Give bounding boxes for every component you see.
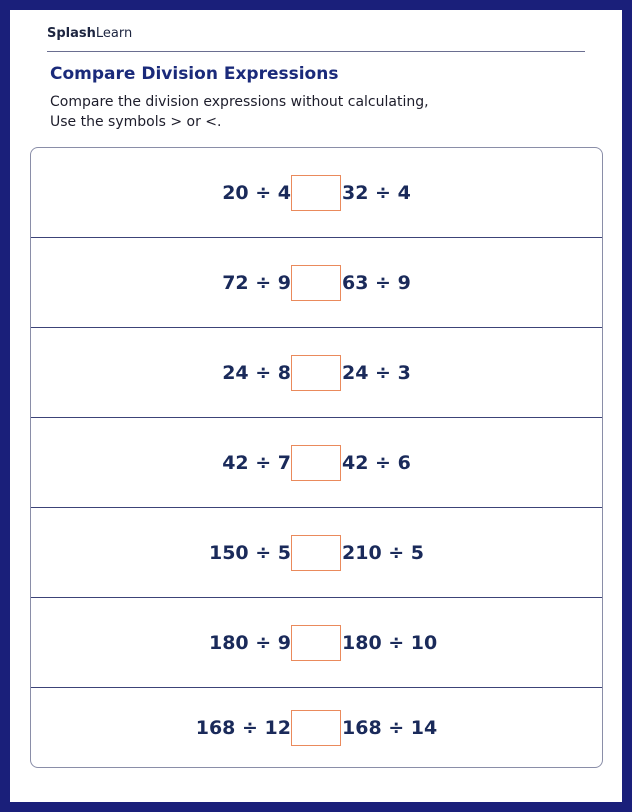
right-expression: 24 ÷ 3 [342, 362, 411, 384]
problem-row [31, 598, 602, 688]
left-expression: 72 ÷ 9 [222, 272, 291, 294]
right-expression: 42 ÷ 6 [342, 452, 411, 474]
right-expression: 210 ÷ 5 [342, 542, 425, 564]
answer-box[interactable] [291, 265, 341, 301]
answer-box[interactable] [291, 625, 341, 661]
left-expression: 42 ÷ 7 [222, 452, 291, 474]
instruction-line: Use the symbols > or <. [50, 114, 222, 130]
answer-box[interactable] [291, 445, 341, 481]
instruction-line: Compare the division expressions without calculating, [50, 94, 429, 110]
answer-box[interactable] [291, 355, 341, 391]
left-expression: 180 ÷ 9 [208, 632, 291, 654]
problem-row [31, 688, 602, 767]
problem-row [31, 238, 602, 328]
right-expression: 180 ÷ 10 [342, 632, 438, 654]
right-expression: 168 ÷ 14 [342, 716, 438, 739]
left-expression: 168 ÷ 12 [195, 716, 291, 739]
right-expression: 32 ÷ 4 [342, 182, 411, 204]
problems-panel [30, 147, 603, 768]
instructions [50, 92, 429, 132]
left-expression: 20 ÷ 4 [222, 182, 291, 204]
problem-row [31, 418, 602, 508]
problem-row [31, 328, 602, 418]
brand-name-light: Learn [95, 26, 133, 41]
answer-box[interactable] [291, 710, 341, 746]
answer-box[interactable] [291, 535, 341, 571]
header-divider [47, 51, 585, 52]
worksheet-title: Compare Division Expressions [50, 64, 339, 84]
right-expression: 63 ÷ 9 [342, 272, 411, 294]
worksheet-page [10, 10, 622, 802]
brand-logo [47, 26, 132, 41]
left-expression: 150 ÷ 5 [208, 542, 291, 564]
left-expression: 24 ÷ 8 [222, 362, 291, 384]
answer-box[interactable] [291, 175, 341, 211]
brand-name-bold: Splash [47, 26, 96, 41]
problem-row [31, 508, 602, 598]
problem-row [31, 148, 602, 238]
